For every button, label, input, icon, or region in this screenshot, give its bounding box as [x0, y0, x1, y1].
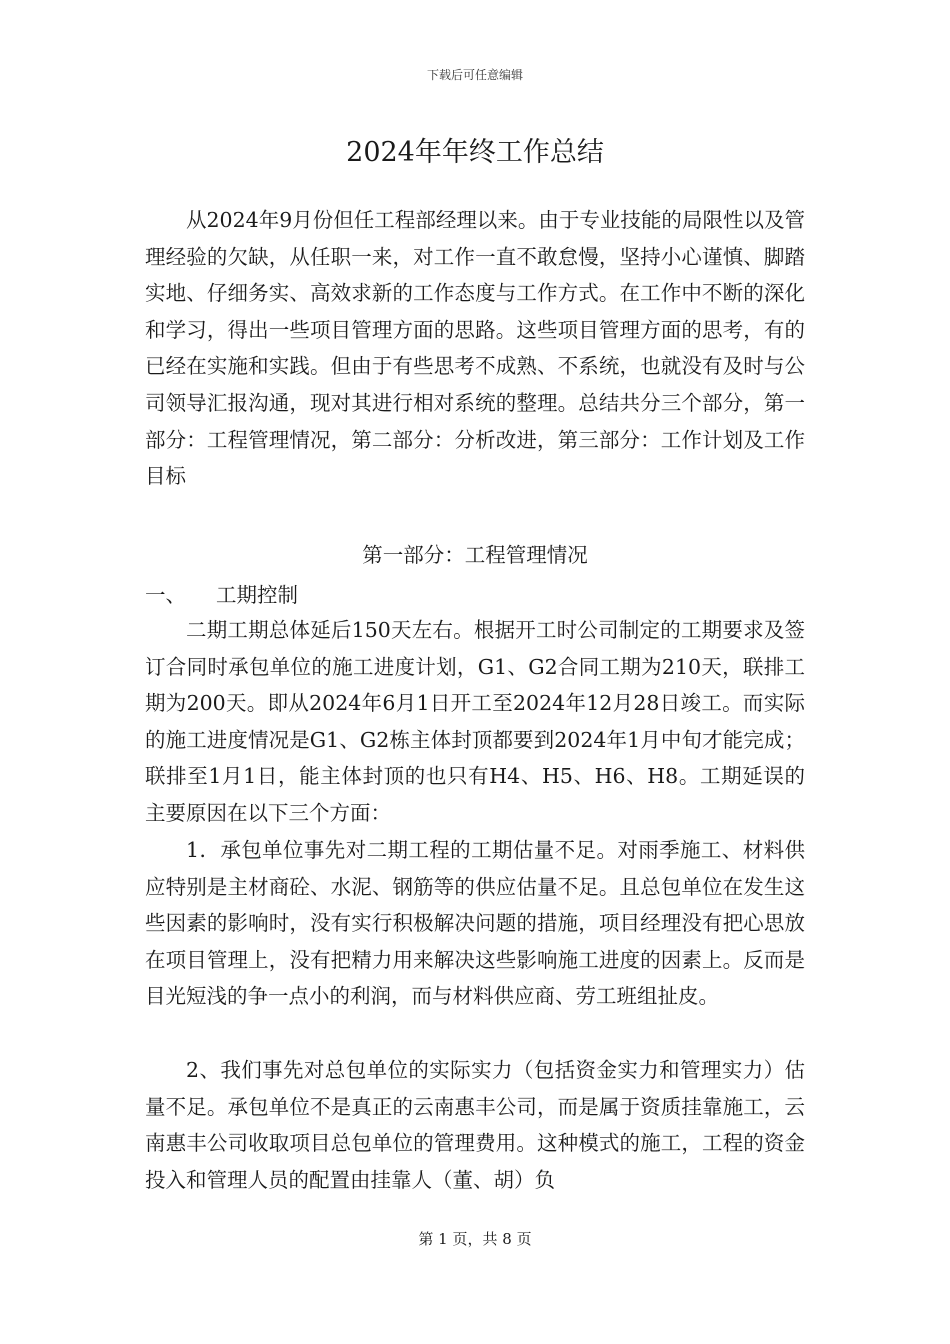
body-paragraph: 二期工期总体延后150天左右。根据开工时公司制定的工期要求及签订合同时承包单位的施工进度计划，G1、G2合同工期为210天，联排工期为200天。即从2024年6月1日开工至2024年12月28日竣工。而实际的施工进度情况是G1、G2栋主体封顶都要到2024年1月中旬才能完成；联排至1月1日，能主体封顶的也只有H4、H5、H6、H8。工期延误的主要原因在以下三个方面：	[145, 618, 805, 825]
subsection-number: 一、	[145, 583, 186, 607]
page-number: 第 1 页，共 8 页	[418, 1230, 532, 1248]
section-heading: 第一部分：工程管理情况	[362, 543, 588, 567]
body-paragraph: 1．承包单位事先对二期工程的工期估量不足。对雨季施工、材料供应特别是主材商砼、水泥、钢筋等的供应估量不足。且总包单位在发生这些因素的影响时，没有实行积极解决问题的措施，项目经理没有把心思放在项目管理上，没有把精力用来解决这些影响施工进度的因素上。反而是目光短浅的争一点小的利润，而与材料供应商、劳工班组扯皮。	[145, 838, 805, 1009]
subsection-title: 工期控制	[216, 583, 298, 607]
document-title: 2024年年终工作总结	[346, 137, 604, 168]
body-paragraph: 2、我们事先对总包单位的实际实力（包括资金实力和管理实力）估量不足。承包单位不是真正的云南惠丰公司，而是属于资质挂靠施工，云南惠丰公司收取项目总包单位的管理费用。这种模式的施工，工程的资金投入和管理人员的配置由挂靠人（董、胡）负	[145, 1058, 805, 1192]
intro-paragraph: 从2024年9月份但任工程部经理以来。由于专业技能的局限性以及管理经验的欠缺，从任职一来，对工作一直不敢怠慢，坚持小心谨慎、脚踏实地、仔细务实、高效求新的工作态度与工作方式。在工作中不断的深化和学习，得出一些项目管理方面的思路。这些项目管理方面的思考，有的已经在实施和实践。但由于有些思考不成熟、不系统，也就没有及时与公司领导汇报沟通，现对其进行相对系统的整理。总结共分三个部分，第一部分：工程管理情况，第二部分：分析改进，第三部分：工作计划及工作目标	[145, 208, 805, 489]
subsection-heading	[145, 578, 298, 608]
download-note: 下载后可任意编辑	[426, 68, 523, 82]
